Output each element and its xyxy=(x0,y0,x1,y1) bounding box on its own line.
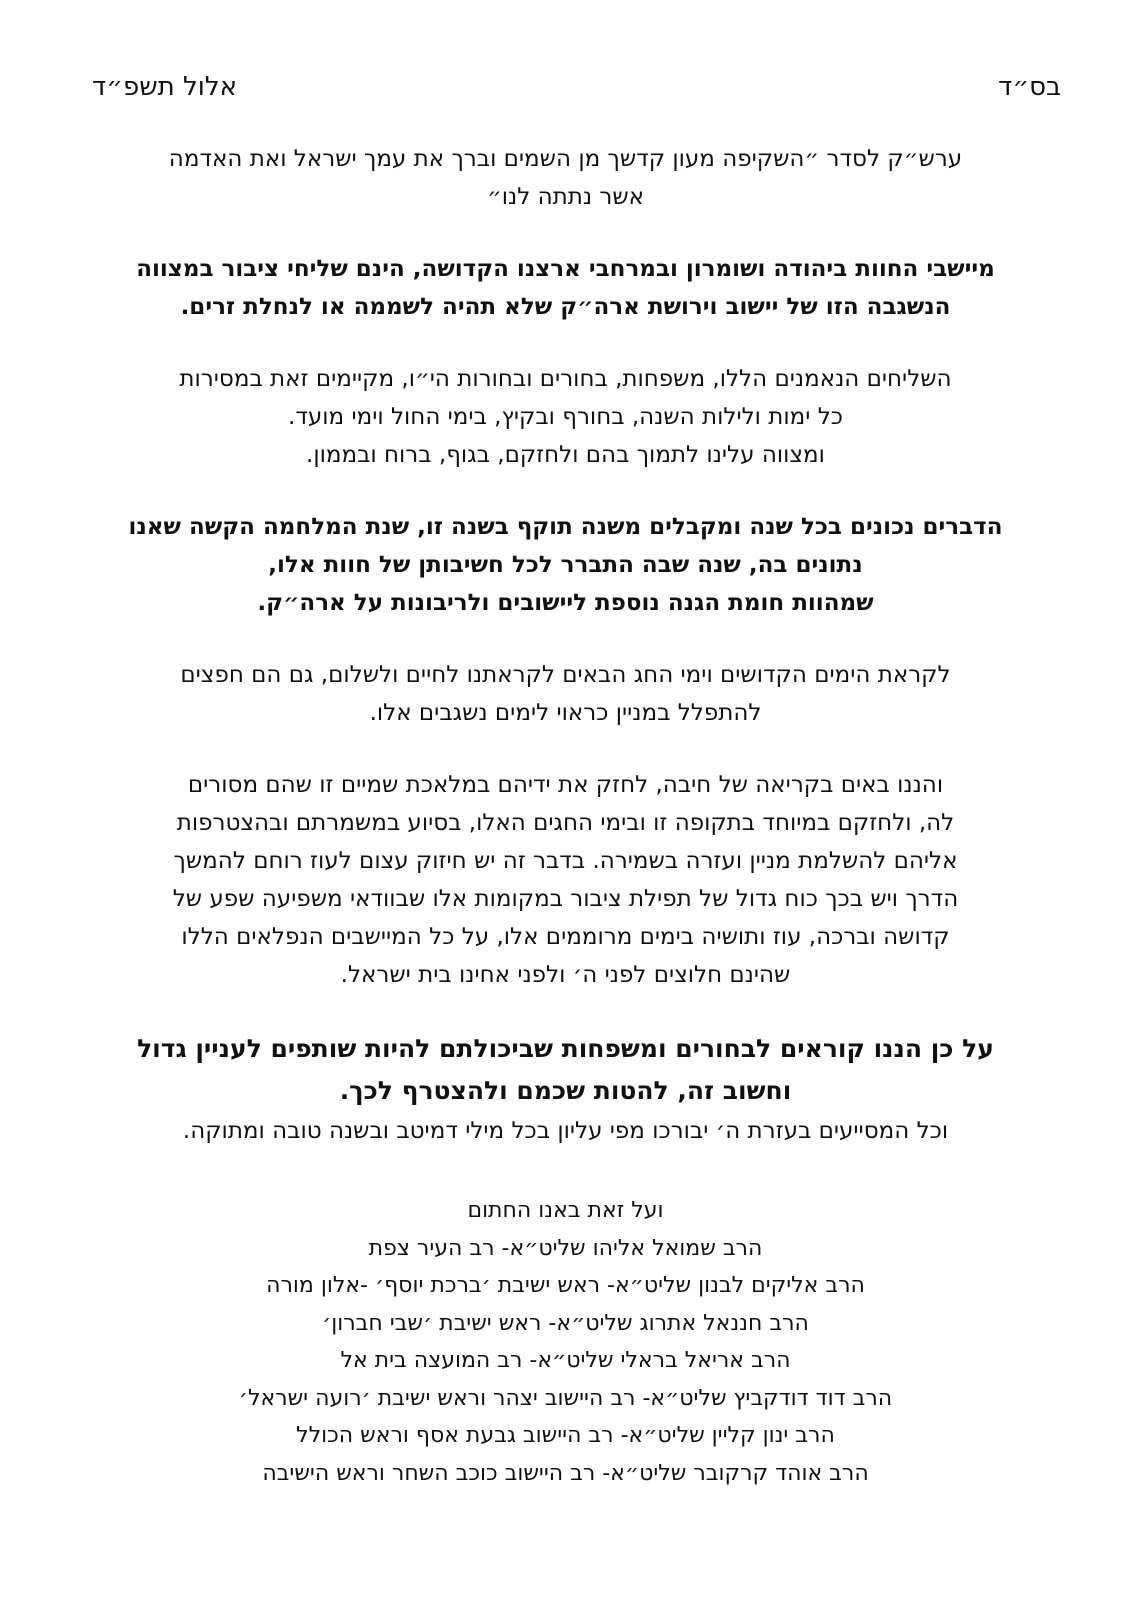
signatory: הרב דוד דודקביץ שליט״א- רב היישוב יצהר וראש ישיבת ׳רועה ישראל׳ xyxy=(238,1385,893,1411)
signatory: הרב ינון קליין שליט״א- רב היישוב גבעת אסף וראש הכולל xyxy=(296,1423,835,1448)
text-line: והננו באים בקריאה של חיבה, לחזק את ידיהם במלאכת שמיים זו שהם מסורים xyxy=(187,772,944,798)
text-line: הנשגבה הזו של יישוב וירושת ארה״ק שלא תהיה לשממה או לנחלת זרים. xyxy=(180,294,951,320)
text-line: הדברים נכונים בכל שנה ומקבלים משנה תוקף בשנה זו, שנת המלחמה הקשה שאנו xyxy=(128,514,1003,540)
paragraph-appeal xyxy=(100,1028,1031,1150)
text-line: שמהוות חומת הגנה נוספת ליישובים ולריבונות על ארה״ק. xyxy=(257,590,874,616)
paragraph-parasha xyxy=(100,140,1031,216)
signatory: הרב אוהד קרקובר שליט״א- רב היישוב כוכב השחר וראש הישיבה xyxy=(262,1460,869,1486)
text-line: נתונים בה, שנה שבה התברר לכל חשיבותן של חוות אלו, xyxy=(268,552,863,578)
text-line-emphasis: על כן הננו קוראים לבחורים ומשפחות שביכולתם להיות שותפים לעניין גדול xyxy=(137,1034,994,1063)
paragraph-settlers xyxy=(100,250,1031,326)
text-line: השליחים הנאמנים הללו, משפחות, בחורים ובחורות הי״ו, מקיימים זאת במסירות xyxy=(179,366,952,392)
text-line: אשר נתתה לנו״ xyxy=(486,184,645,210)
text-line: מיישבי החוות ביהודה ושומרון ובמרחבי ארצנו הקדושה, הינם שליחי ציבור במצווה xyxy=(136,256,995,282)
paragraph-call xyxy=(100,766,1031,994)
text-line: להתפלל במניין כראוי לימים נשגבים אלו. xyxy=(369,700,762,726)
header-date: אלול תשפ״ד xyxy=(92,72,237,102)
page-header xyxy=(92,72,1061,108)
signature-intro: ועל זאת באנו החתום xyxy=(467,1198,664,1223)
paragraph-messengers xyxy=(100,360,1031,474)
header-bsd: בס״ד xyxy=(998,72,1061,102)
text-line: שהינם חלוצים לפני ה׳ ולפני אחינו בית ישראל. xyxy=(340,962,791,988)
text-line: אליהם להשלמת מניין ועזרה בשמירה. בדבר זה יש חיזוק עצום לעוז רוחם להמשך xyxy=(173,848,958,874)
text-line: קדושה וברכה, עוז ותושיה בימים מרוממים אלו, על כל המיישבים הנפלאים הללו xyxy=(181,924,950,950)
signatory: הרב חננאל אתרוג שליט״א- ראש ישיבת ׳שבי חברון׳ xyxy=(322,1310,809,1336)
paragraph-war-year xyxy=(100,508,1031,622)
paragraph-holidays xyxy=(100,656,1031,732)
letter-body xyxy=(100,140,1031,1184)
text-line: ומצווה עלינו לתמוך בהם ולחזקם, בגוף, ברוח ובממון. xyxy=(306,442,825,468)
text-line: ערש״ק לסדר ״השקיפה מעון קדשך מן השמים וברך את עמך ישראל ואת האדמה xyxy=(168,146,963,172)
text-line: לקראת הימים הקדושים וימי החג הבאים לקראתנו לחיים ולשלום, גם הם חפצים xyxy=(180,662,951,688)
text-line-emphasis: וחשוב זה, להטות שכמם ולהצטרף לכך. xyxy=(339,1076,792,1105)
text-line: הדרך ויש בכך כוח גדול של תפילת ציבור במקומות אלו שבוודאי משפיעה שפע של xyxy=(172,886,959,912)
text-line: לה, ולחזקם במיוחד בתקופה זו ובימי החגים האלו, בסיוע במשמרתם ובהצטרפות xyxy=(176,810,955,836)
signatory: הרב שמואל אליהו שליט״א- רב העיר צפת xyxy=(368,1235,763,1261)
signatory: הרב אליקים לבנון שליט״א- ראש ישיבת ׳ברכת יוסף׳ -אלון מורה xyxy=(266,1273,865,1298)
signatory: הרב אריאל בראלי שליט״א- רב המועצה בית אל xyxy=(340,1348,791,1373)
text-line-blessing: וכל המסייעים בעזרת ה׳ יבורכו מפי עליון בכל מילי דמיטב ובשנה טובה ומתוקה. xyxy=(182,1118,949,1144)
signature-block xyxy=(100,1192,1031,1492)
text-line: כל ימות ולילות השנה, בחורף ובקיץ, בימי החול וימי מועד. xyxy=(288,404,843,430)
